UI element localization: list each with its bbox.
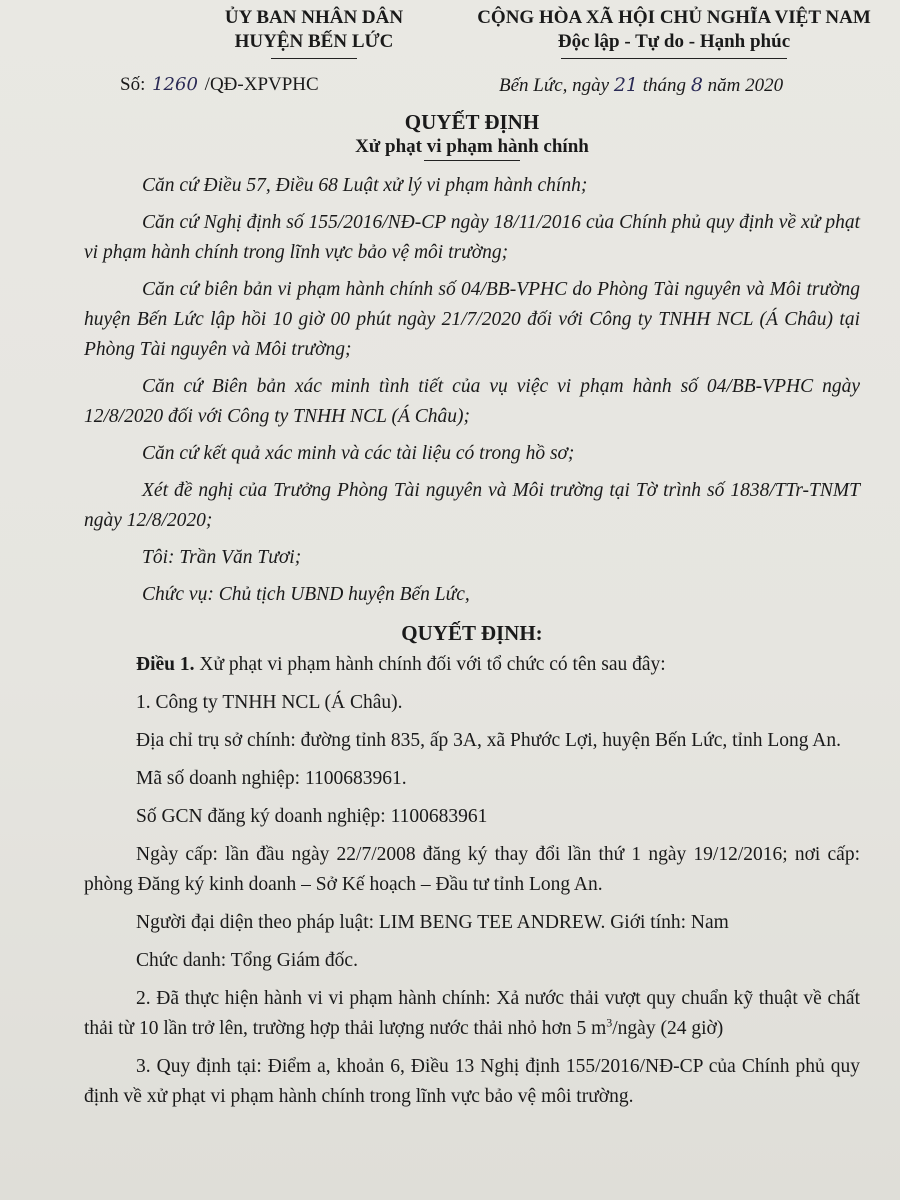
document-subtitle: Xử phạt vi phạm hành chính [355, 136, 589, 157]
subtitle-underline [424, 160, 520, 161]
place-and-date [499, 74, 783, 97]
issue-details: Ngày cấp: lần đầu ngày 22/7/2008 đăng ký thay đổi lần thứ 1 ngày 19/12/2016; nơi cấp: phòng Đăng ký kinh doanh – Sở Kế hoạch – Đầu tư tỉnh Long An. [84, 844, 860, 895]
representative-title: Chức danh: Tổng Giám đốc. [136, 950, 358, 971]
motto-underline [561, 58, 787, 59]
handwritten-month: 8 [690, 74, 703, 96]
registration-number: Số GCN đăng ký doanh nghiệp: 1100683961 [136, 806, 488, 827]
basis-paragraph: Căn cứ kết quả xác minh và các tài liệu có trong hồ sơ; [142, 443, 575, 464]
basis-paragraph: Xét đề nghị của Trưởng Phòng Tài nguyên và Môi trường tại Tờ trình số 1838/TTr-TNMT ngày 12/8/2020; [84, 480, 860, 531]
legal-representative: Người đại diện theo pháp luật: LIM BENG TEE ANDREW. Giới tính: Nam [136, 912, 729, 933]
number-suffix: /QĐ-XPVPHC [204, 74, 319, 95]
document-subtitle-block [84, 134, 860, 161]
article-1-intro-text: Xử phạt vi phạm hành chính đối với tổ chức có tên sau đây: [194, 654, 666, 675]
document-header [84, 0, 871, 62]
cubic-superscript: 3 [606, 1015, 613, 1030]
agency-line2: HUYỆN BẾN LỨC [234, 31, 394, 52]
agency-line1: ỦY BAN NHÂN DÂN [224, 7, 404, 28]
handwritten-number: 1260 [152, 74, 198, 95]
reference-line [84, 62, 860, 104]
organization-name: 1. Công ty TNHH NCL (Á Châu). [136, 692, 403, 713]
legal-provision: 3. Quy định tại: Điểm a, khoản 6, Điều 13 Nghị định 155/2016/NĐ-CP của Chính phủ quy định về xử phạt vi phạm hành chính trong lĩnh vực bảo vệ môi trường. [84, 1056, 860, 1107]
basis-paragraph: Căn cứ Điều 57, Điều 68 Luật xử lý vi phạm hành chính; [142, 175, 588, 196]
nation-motto: Độc lập - Tự do - Hạnh phúc [557, 31, 791, 52]
handwritten-day: 21 [613, 74, 639, 96]
place-label: Bến Lức, ngày [499, 75, 610, 96]
number-prefix: Số: [120, 74, 146, 95]
signer-position: Chức vụ: Chủ tịch UBND huyện Bến Lức, [142, 584, 470, 605]
document-title: QUYẾT ĐỊNH [404, 110, 540, 134]
basis-paragraph: Căn cứ biên bản vi phạm hành chính số 04/BB-VPHC do Phòng Tài nguyên và Môi trường huyện Bến Lức lập hồi 10 giờ 00 phút ngày 21/7/2020 đối với Công ty TNHH NCL (Á Châu) tại Phòng Tài nguyên và Môi trường; [84, 279, 860, 360]
signer-name: Tôi: Trần Văn Tươi; [142, 547, 302, 568]
enterprise-code: Mã số doanh nghiệp: 1100683961. [136, 768, 407, 789]
organization-address: Địa chỉ trụ sở chính: đường tỉnh 835, ấp 3A, xã Phước Lợi, huyện Bến Lức, tỉnh Long An. [136, 730, 841, 751]
basis-paragraph: Căn cứ Biên bản xác minh tình tiết của vụ việc vi phạm hành số 04/BB-VPHC ngày 12/8/2020 đối với Công ty TNHH NCL (Á Châu); [84, 376, 860, 427]
basis-paragraph: Căn cứ Nghị định số 155/2016/NĐ-CP ngày 18/11/2016 của Chính phủ quy định về xử phạt vi phạm hành chính trong lĩnh vực bảo vệ môi trường; [84, 212, 860, 263]
article-1-intro [84, 650, 860, 680]
issuing-agency [204, 6, 424, 59]
violation-text: 2. Đã thực hiện hành vi vi phạm hành chính: Xả nước thải vượt quy chuẩn kỹ thuật về chất thải từ 10 lần trở lên, trường hợp thải lượng nước thải nhỏ hơn 5 m [84, 988, 860, 1039]
nation-name: CỘNG HÒA XÃ HỘI CHỦ NGHĨA VIỆT NAM [477, 7, 871, 28]
document-number [120, 74, 319, 96]
violation-text-end: /ngày (24 giờ) [612, 1018, 724, 1039]
violation-description [84, 984, 860, 1044]
agency-underline [271, 58, 357, 59]
year-label: năm 2020 [707, 75, 784, 96]
article-1-label: Điều 1. [136, 654, 195, 675]
decision-heading: QUYẾT ĐỊNH: [401, 621, 543, 645]
legal-basis-section [84, 171, 860, 610]
month-label: tháng [642, 75, 687, 96]
national-motto-block [444, 6, 900, 59]
article-1-section [84, 650, 860, 1112]
